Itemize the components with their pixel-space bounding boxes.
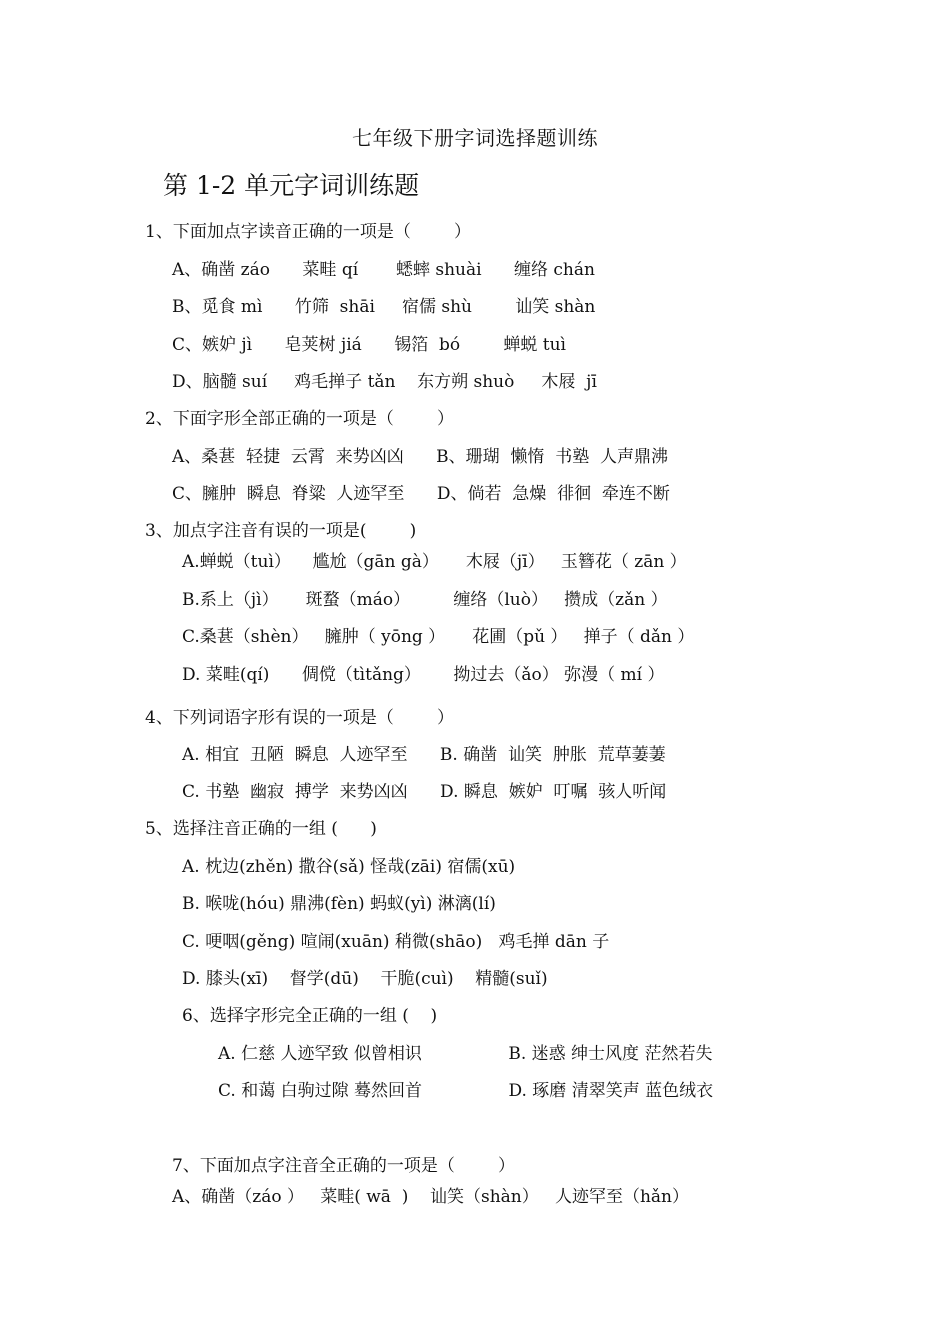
option-line: C. 哽咽(gěng) 喧闹(xuān) 稍微(shāo) 鸡毛掸 dān 子 [182,932,610,952]
page-title: 七年级下册字词选择题训练 [352,126,598,150]
option-line: C、臃肿 瞬息 脊粱 人迹罕至 D、倘若 急燥 徘徊 牵连不断 [172,484,670,504]
section-title: 第 1-2 单元字词训练题 [163,171,420,200]
question-line: 3、加点字注音有误的一项是( ) [145,521,417,541]
option-line: B.系上（jì） 斑蝥（máo） 缠络（luò） 攒成（zǎn ） [182,590,668,610]
option-line: C. 和蔼 白驹过隙 蓦然回首 D. 琢磨 清翠笑声 蓝色绒衣 [218,1081,714,1101]
option-line: A. 枕边(zhěn) 撒谷(sǎ) 怪哉(zāi) 宿儒(xū) [182,857,516,877]
option-line: A、确凿 záo 菜畦 qí 蟋蟀 shuài 缠络 chán [172,260,595,280]
option-line: 7、下面加点字注音全正确的一项是（ ） [172,1156,516,1176]
option-line: D、脑髓 suí 鸡毛掸子 tǎn 东方朔 shuò 木屐 jī [172,372,597,392]
option-line: D. 膝头(xī) 督学(dū) 干脆(cuì) 精髓(suǐ) [182,969,548,989]
option-line: A、确凿（záo ） 菜畦( wā ) 讪笑（shàn） 人迹罕至（hǎn） [172,1187,689,1207]
option-line: C. 书塾 幽寂 搏学 来势凶凶 D. 瞬息 嫉妒 叮嘱 骇人听闻 [182,782,667,802]
option-line: C、嫉妒 jì 皂荚树 jiá 锡箔 bó 蝉蜕 tuì [172,335,566,355]
question-line: 5、选择注音正确的一组 ( ) [145,819,377,839]
option-line: D. 菜畦(qí) 倜傥（tìtǎng） 拗过去（ǎo） 弥漫（ mí ） [182,665,665,685]
option-line: B、觅食 mì 竹筛 shāi 宿儒 shù 讪笑 shàn [172,297,596,317]
option-line: A. 仁慈 人迹罕致 似曾相识 B. 迷惑 绅士风度 茫然若失 [218,1044,713,1064]
option-line: A.蝉蜕（tuì） 尴尬（gān gà） 木屐（jī） 玉簪花（ zān ） [182,552,687,572]
question-line: 4、下列词语字形有误的一项是（ ） [145,708,455,728]
option-line: C.桑葚（shèn） 臃肿（ yōng ） 花圃（pǔ ） 掸子（ dǎn ） [182,627,695,647]
question-line: 1、下面加点字读音正确的一项是（ ） [145,222,472,242]
option-line: A. 相宜 丑陋 瞬息 人迹罕至 B. 确凿 讪笑 肿胀 荒草萋萋 [182,745,666,765]
option-line: B. 喉咙(hóu) 鼎沸(fèn) 蚂蚁(yì) 淋漓(lí) [182,894,496,914]
question-line: 2、下面字形全部正确的一项是（ ） [145,409,455,429]
option-line: 6、选择字形完全正确的一组 ( ) [182,1006,438,1026]
option-line: A、桑葚 轻捷 云霄 来势凶凶 B、珊瑚 懒惰 书塾 人声鼎沸 [172,447,669,467]
